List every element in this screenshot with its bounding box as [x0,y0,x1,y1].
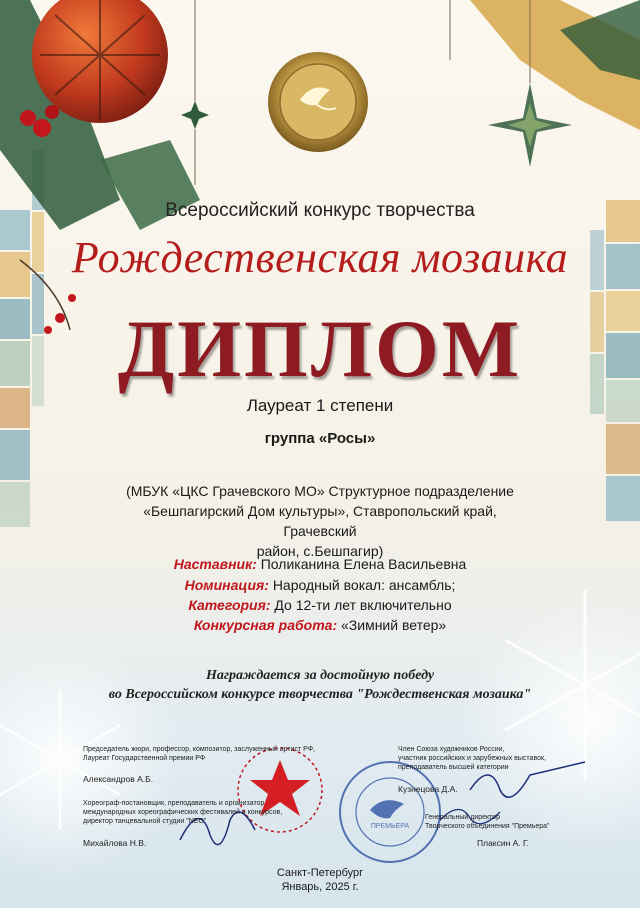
city: Санкт-Петербург [276,867,364,879]
premiera-medal [268,52,368,152]
category-value: До 12-ти лет включительно [274,597,452,613]
issue-date: Январь, 2025 г. [281,881,359,893]
work-label: Конкурсная работа: [193,617,338,633]
svg-text:ПРЕМЬЕРА: ПРЕМЬЕРА [370,823,410,830]
holly-top-right [450,0,640,130]
document-type: ДИПЛОМ [117,303,523,394]
signer-right-1-title: Член Союза художников России, участник российских и зарубежных выставок, преподаватель высшей категории [398,746,546,771]
category-row [0,597,640,613]
mentor-label: Наставник: [173,556,257,572]
nomination-row [0,577,640,593]
recipient-group: группа «Росы» [264,430,376,447]
signer-right-2-name: Плаксин А. Г. [477,838,529,848]
org-line: район, с.Бешпагир) [256,543,384,559]
category-label: Категория: [188,597,271,613]
work-value: «Зимний ветер» [341,617,447,633]
contest-line: Всероссийский конкурс творчества [165,200,475,221]
signer-left-1-name: Александров А.Б. [83,774,154,784]
nomination-value: Народный вокал: ансамбль; [272,577,456,593]
star-ornament-left [181,0,209,185]
nomination-label: Номинация: [184,577,269,593]
org-line: «Бешпагирский Дом культуры», Ставропольский край, Грачевский [143,503,497,539]
signer-left-1-title: Председатель жюри, профессор, композитор, заслуженный артист РФ, Лауреат Государственной премии РФ [83,746,315,762]
organization [115,481,525,561]
signer-right-1-name: Кузнецова Д.А. [398,784,458,794]
signer-left-2-title: Хореограф-постановщик, преподаватель и организатор международных хореографических фестивалей и конкурсов, директор танцевальной студии "NEO" [83,800,283,825]
degree: Лауреат 1 степени [246,396,394,415]
award-line-2: во Всероссийском конкурсе творчества "Рождественская мозаика" [108,687,532,702]
signer-left-2-name: Михайлова Н.В. [83,838,147,848]
org-line: (МБУК «ЦКС Грачевского МО» Структурное подразделение [126,483,514,499]
blue-round-seal [340,762,440,862]
mentor-value: Поликанина Елена Васильевна [260,556,467,572]
mentor-row [0,556,640,572]
award-line-1: Награждается за достойную победу [205,668,435,683]
work-row [0,617,640,633]
signer-right-2-title: Генеральный директор Творческого объединения "Премьера" [425,814,550,830]
contest-name: Рождественская мозаика [71,233,569,282]
